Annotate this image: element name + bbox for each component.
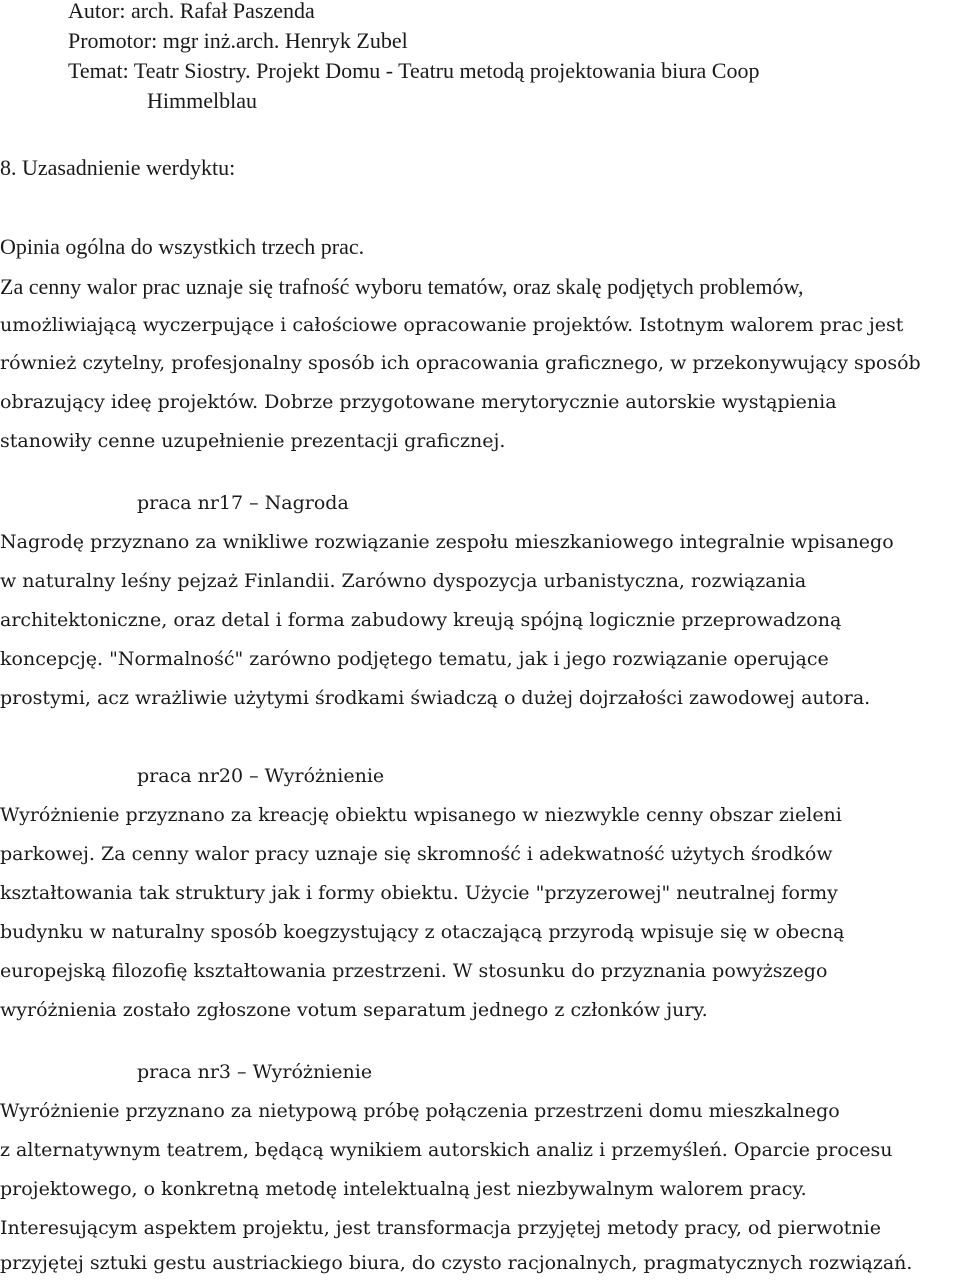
general-text-line: również czytelny, profesjonalny sposób ich opracowania graficznego, w przekonywujący sposób [0,352,921,374]
topic-line: Temat: Teatr Siostry. Projekt Domu - Teatru metodą projektowania biura Coop [68,58,760,83]
section-heading: 8. Uzasadnienie werdyktu: [0,155,236,180]
award20-text-line: kształtowania tak struktury jak i formy obiektu. Użycie "przyzerowej" neutralnej formy [0,882,838,904]
general-text-line: Za cenny walor prac uznaje się trafność wyboru tematów, oraz skalę podjętych problemów, [0,274,804,299]
award17-text-line: architektoniczne, oraz detal i forma zabudowy kreują spójną logicznie przeprowadzoną [0,609,842,631]
award3-text-line: Wyróżnienie przyznano za nietypową próbę połączenia przestrzeni domu mieszkalnego [0,1100,840,1122]
award17-text-line: Nagrodę przyznano za wnikliwe rozwiązanie zespołu mieszkaniowego integralnie wpisanego [0,531,894,553]
award17-text-line: koncepcję. "Normalność" zarówno podjętego tematu, jak i jego rozwiązanie operujące [0,648,829,670]
award17-text-line: prostymi, acz wrażliwie użytymi środkami świadczą o dużej dojrzałości zawodowej autora. [0,687,871,709]
award3-text-line: projektowego, o konkretną metodę intelektualną jest niezbywalnym walorem pracy. [0,1178,807,1200]
general-text-line: stanowiły cenne uzupełnienie prezentacji graficznej. [0,430,506,452]
award20-text-line: wyróżnienia zostało zgłoszone votum separatum jednego z członków jury. [0,999,708,1021]
topic-line-continuation: Himmelblau [147,88,257,113]
award20-text-line: europejską filozofię kształtowania przestrzeni. W stosunku do przyznania powyższego [0,960,828,982]
award3-text-line: przyjętej sztuki gestu austriackiego biura, do czysto racjonalnych, pragmatycznych rozwiązań. [0,1252,913,1274]
award20-text-line: Wyróżnienie przyznano za kreację obiektu wpisanego w niezwykle cenny obszar zieleni [0,804,842,826]
general-text-line: obrazujący ideę projektów. Dobrze przygotowane merytorycznie autorskie wystąpienia [0,391,837,413]
award3-text-line: z alternatywnym teatrem, będącą wynikiem autorskich analiz i przemyśleń. Oparcie procesu [0,1139,893,1161]
award20-text-line: budynku w naturalny sposób koegzystujący z otaczającą przyrodą wpisuje się w obecną [0,921,845,943]
general-text-line: umożliwiającą wyczerpujące i całościowe opracowanie projektów. Istotnym walorem prac jest [0,314,904,336]
award17-heading: praca nr17 – Nagroda [137,492,349,514]
award17-text-line: w naturalny leśny pejzaż Finlandii. Zarówno dyspozycja urbanistyczna, rozwiązania [0,570,807,592]
award3-text-line: Interesującym aspektem projektu, jest transformacja przyjętej metody pracy, od pierwotnie [0,1217,882,1239]
award3-heading: praca nr3 – Wyróżnienie [137,1061,373,1083]
promoter-line: Promotor: mgr inż.arch. Henryk Zubel [68,28,408,53]
award20-text-line: parkowej. Za cenny walor pracy uznaje się skromność i adekwatność użytych środków [0,843,833,865]
award20-heading: praca nr20 – Wyróżnienie [137,765,385,787]
author-line: Autor: arch. Rafał Paszenda [68,0,315,23]
general-opinion-heading: Opinia ogólna do wszystkich trzech prac. [0,234,365,259]
